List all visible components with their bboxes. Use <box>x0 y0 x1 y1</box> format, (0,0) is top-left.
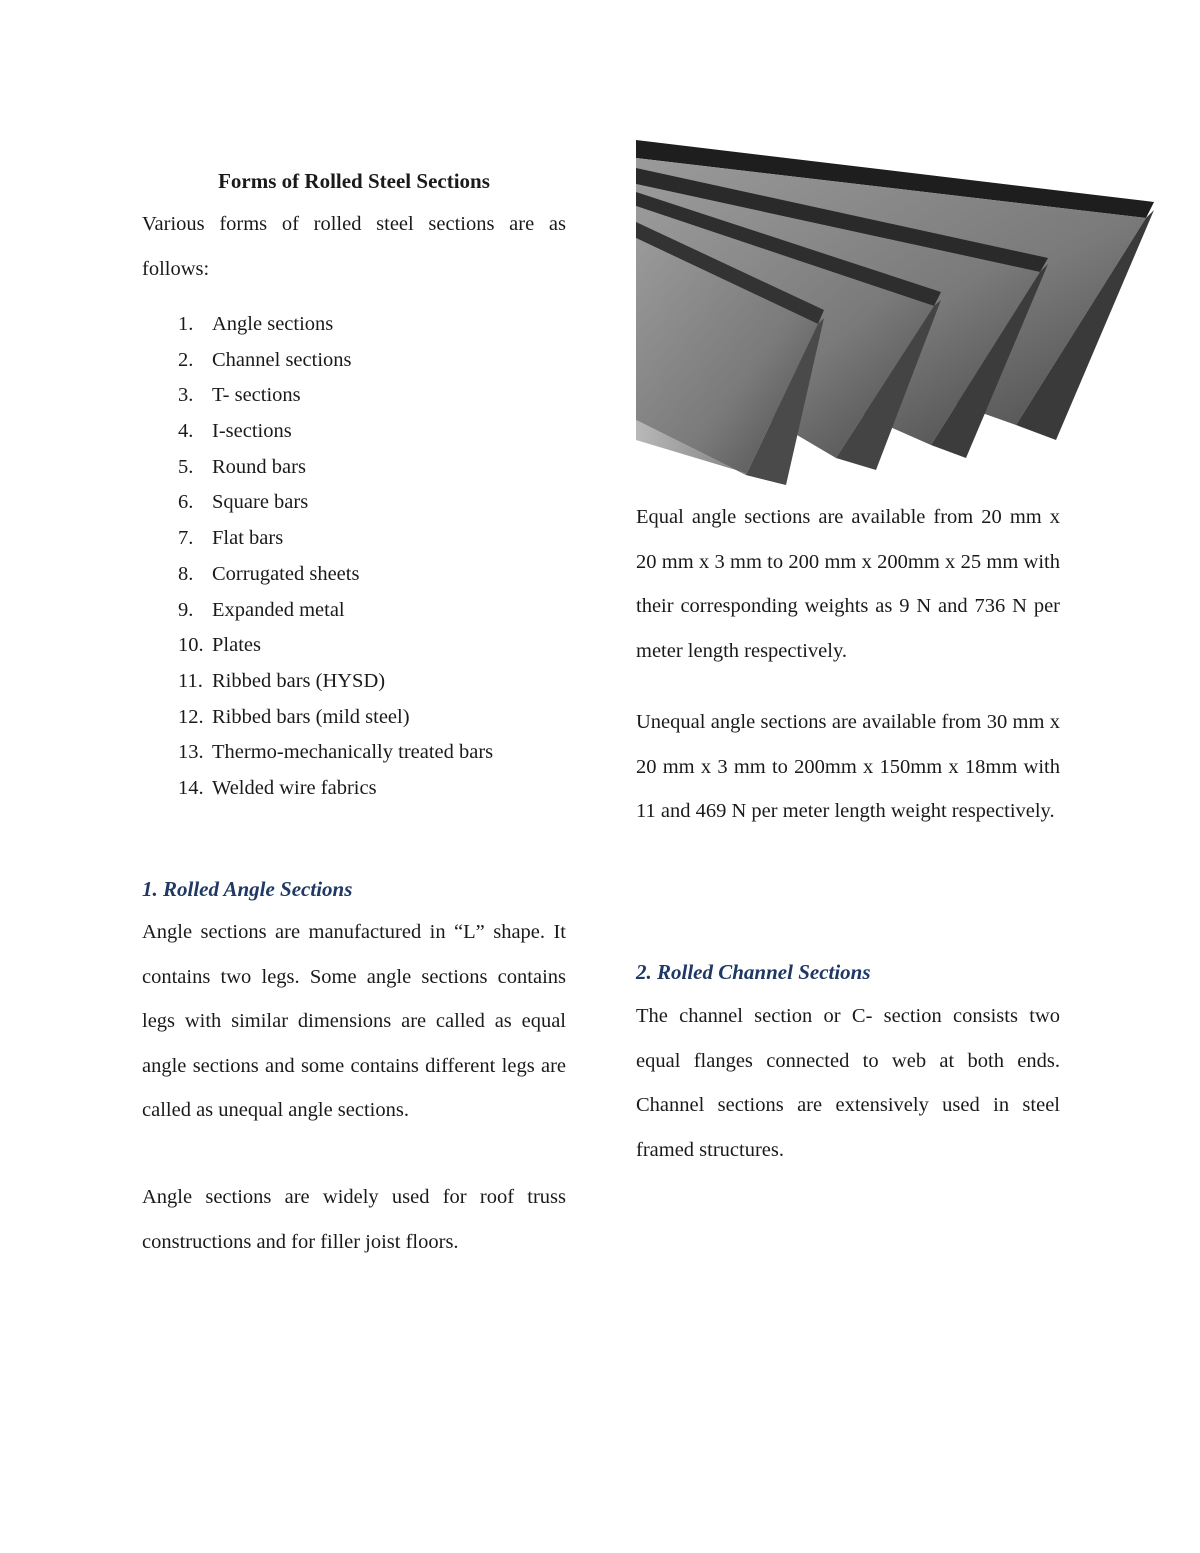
steel-angle-photo <box>636 140 1154 485</box>
list-item: 10. Plates <box>178 634 261 657</box>
list-item: 4. I-sections <box>178 420 292 443</box>
list-item: 9. Expanded metal <box>178 598 345 621</box>
unequal-angle-paragraph: Unequal angle sections are available from 30 mm x 20 mm x 3 mm to 200mm x 150mm x 18mm with 11 and 469 N per meter length weight respectively. <box>636 711 1060 822</box>
list-item: 13. Thermo-mechanically treated bars <box>178 741 494 764</box>
list-item: 6. Square bars <box>178 491 309 514</box>
equal-angle-paragraph: Equal angle sections are available from 20 mm x 20 mm x 3 mm to 200 mm x 200mm x 25 mm with their corresponding weights as 9 N and 736 N per meter length respectively. <box>636 506 1060 662</box>
intro-paragraph: Various forms of rolled steel sections are as follows: <box>142 213 566 280</box>
list-item: 2. Channel sections <box>178 348 352 371</box>
section-heading-angle: 1. Rolled Angle Sections <box>142 877 353 901</box>
list-item: 8. Corrugated sheets <box>178 562 360 585</box>
section-heading-channel: 2. Rolled Channel Sections <box>636 960 871 984</box>
angle-usage-paragraph: Angle sections are widely used for roof truss constructions and for filler joist floors. <box>142 1186 566 1253</box>
list-item: 3. T- sections <box>178 384 301 407</box>
list-item: 14. Welded wire fabrics <box>178 776 377 799</box>
section-forms-list <box>178 307 493 807</box>
list-item: 1. Angle sections <box>178 313 334 335</box>
list-item: 5. Round bars <box>178 455 306 478</box>
angle-description-paragraph: Angle sections are manufactured in “L” shape. It contains two legs. Some angle sections contains legs with similar dimensions are called as equal angle sections and some contains different legs are called as unequal angle sections. <box>142 921 566 1121</box>
list-item: 12. Ribbed bars (mild steel) <box>178 705 410 728</box>
page-title: Forms of Rolled Steel Sections <box>218 169 490 193</box>
list-item: 7. Flat bars <box>178 527 284 550</box>
list-item: 11. Ribbed bars (HYSD) <box>178 669 386 692</box>
channel-description-paragraph: The channel section or C- section consists two equal flanges connected to web at both ends. Channel sections are extensively used in steel framed structures. <box>636 1005 1060 1161</box>
